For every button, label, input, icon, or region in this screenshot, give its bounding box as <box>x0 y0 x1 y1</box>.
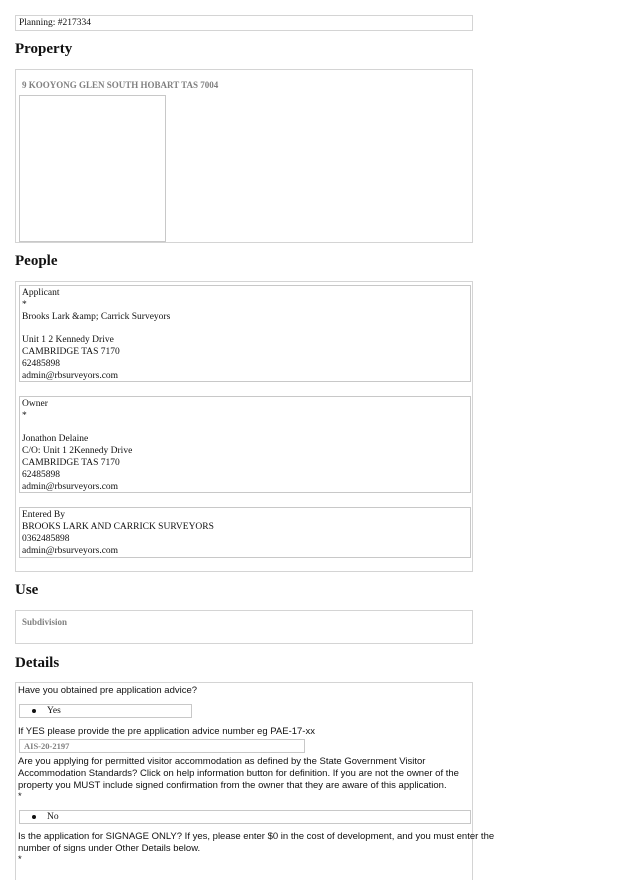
question-signage-only-line1: Is the application for SIGNAGE ONLY? If yes, please enter $0 in the cost of development, and you must enter the <box>18 831 495 842</box>
advice-number-value: AIS-20-2197 <box>24 741 70 751</box>
answer-visitor-accommodation <box>19 810 471 824</box>
question-visitor-accommodation-line3: property you MUST include signed confirmation from the owner that they are aware of this application. <box>18 780 447 791</box>
question-advice-number: If YES please provide the pre application advice number eg PAE-17-xx <box>18 726 315 737</box>
applicant-required-star: * <box>22 300 27 310</box>
entered-by-role: Entered By <box>22 510 66 520</box>
owner-role: Owner <box>22 399 48 409</box>
owner-card <box>19 396 471 493</box>
entered-by-email: admin@rbsurveyors.com <box>22 546 119 556</box>
question-visitor-accommodation-line1: Are you applying for permitted visitor accommodation as defined by the State Government Visitor <box>18 756 426 767</box>
applicant-phone: 62485898 <box>22 359 60 369</box>
details-box <box>15 682 495 880</box>
answer-yes: Yes <box>47 706 61 716</box>
entered-by-phone: 0362485898 <box>22 534 70 544</box>
owner-address-line1: C/O: Unit 1 2Kennedy Drive <box>22 446 133 456</box>
owner-address-line2: CAMBRIDGE TAS 7170 <box>22 458 120 468</box>
applicant-card <box>19 285 471 382</box>
owner-email: admin@rbsurveyors.com <box>22 482 119 492</box>
owner-phone: 62485898 <box>22 470 60 480</box>
property-map <box>19 95 166 242</box>
question-signage-only-star: * <box>18 854 22 865</box>
property-box <box>15 69 473 243</box>
planning-number: Planning: #217334 <box>19 18 92 28</box>
people-box <box>15 281 473 572</box>
answer-advice-number <box>19 739 305 753</box>
applicant-address-line2: CAMBRIDGE TAS 7170 <box>22 347 120 357</box>
planning-box <box>15 15 473 31</box>
details-heading: Details <box>15 655 60 671</box>
question-visitor-accommodation-line2: Accommodation Standards? Click on help information button for definition. If you are not the owner of the <box>18 768 459 779</box>
people-heading: People <box>15 253 58 269</box>
question-pre-application-advice: Have you obtained pre application advice? <box>18 685 198 696</box>
use-heading: Use <box>15 582 39 598</box>
bullet-icon <box>32 815 36 819</box>
entered-by-card <box>19 507 471 558</box>
use-box <box>15 610 473 644</box>
answer-no: No <box>47 812 59 822</box>
applicant-address-line1: Unit 1 2 Kennedy Drive <box>22 335 114 345</box>
owner-required-star: * <box>22 411 27 421</box>
property-heading: Property <box>15 41 73 57</box>
applicant-name: Brooks Lark &amp; Carrick Surveyors <box>22 312 171 322</box>
applicant-email: admin@rbsurveyors.com <box>22 371 119 381</box>
applicant-role: Applicant <box>22 288 60 298</box>
owner-name: Jonathon Delaine <box>22 434 89 444</box>
answer-pre-application-advice <box>19 704 192 718</box>
question-signage-only-line2: number of signs under Other Details below. <box>18 843 201 854</box>
question-visitor-accommodation-star: * <box>18 791 22 802</box>
property-address: 9 KOOYONG GLEN SOUTH HOBART TAS 7004 <box>22 80 219 90</box>
entered-by-name: BROOKS LARK AND CARRICK SURVEYORS <box>22 522 214 532</box>
use-value: Subdivision <box>22 617 68 627</box>
bullet-icon <box>32 709 36 713</box>
